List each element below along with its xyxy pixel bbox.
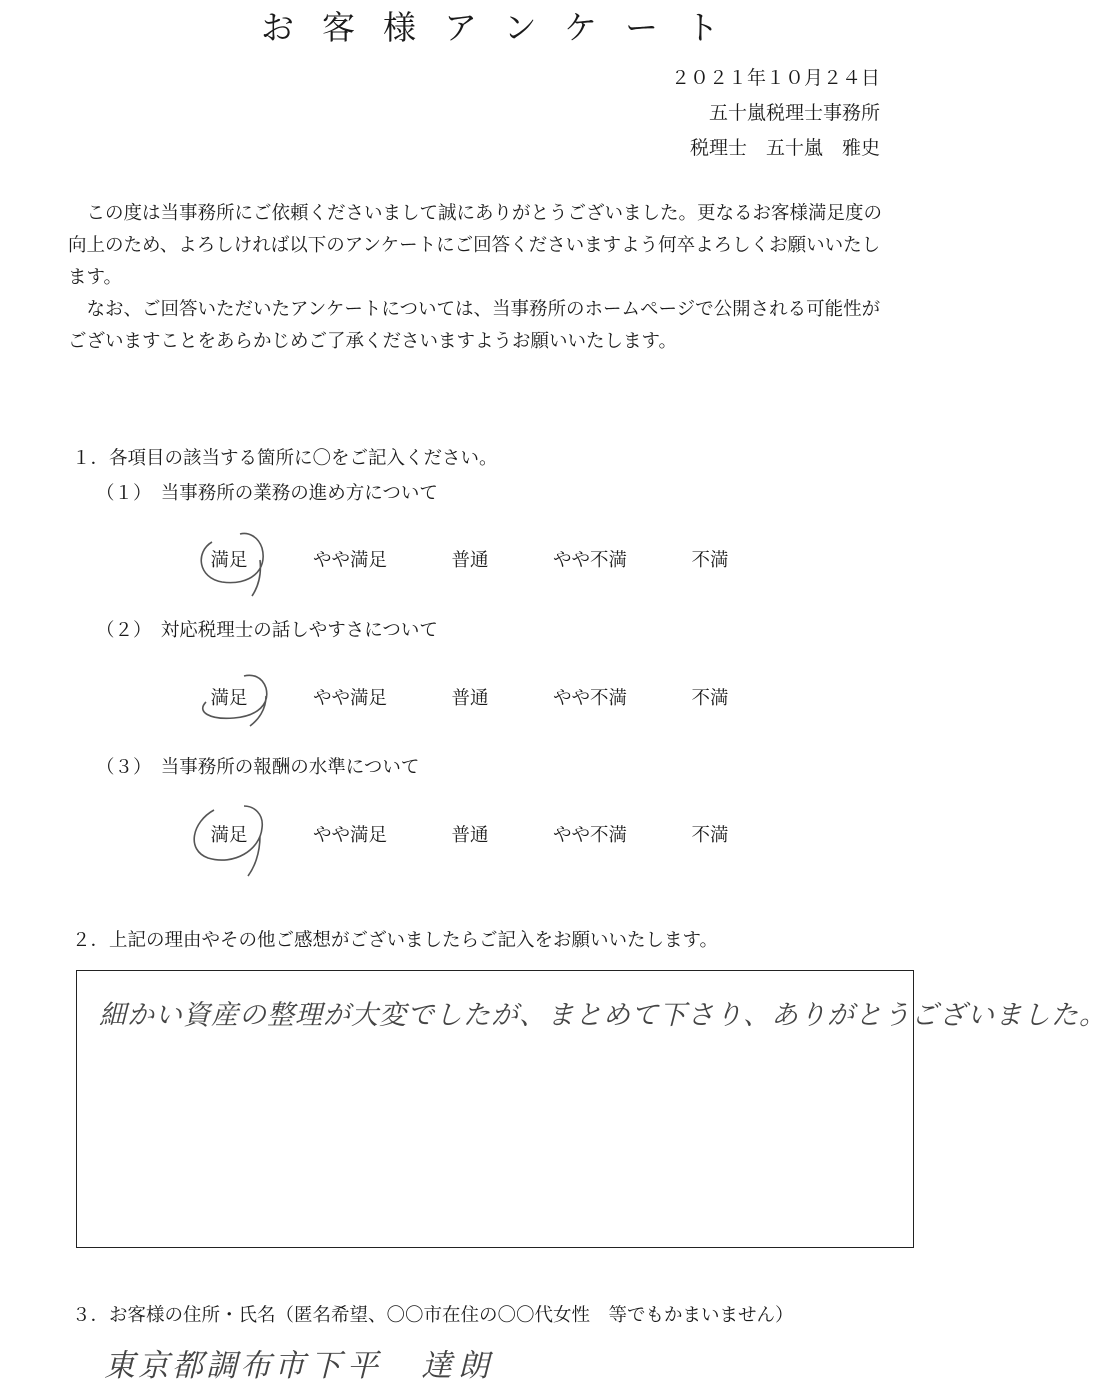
q1-option-neutral[interactable]: 普通 (451, 550, 489, 571)
q1-option-somewhat-dissatisfied[interactable]: やや不満 (552, 550, 628, 571)
q3-selected-circle-mark (184, 800, 284, 882)
comments-answer: 細かい資産の整理が大変でしたが、まとめて下さり、ありがとうございました。 (99, 1000, 1107, 1031)
section3-heading: ３．お客様の住所・氏名（匿名希望、〇〇市在住の〇〇代女性 等でもかまいません） (72, 1305, 794, 1326)
q1-option-satisfied[interactable]: 満足 (210, 550, 248, 571)
survey-date: ２０２１年１０月２４日 (670, 67, 880, 89)
intro-paragraph-1: この度は当事務所にご依頼くださいまして誠にありがとうございました。更なるお客様満足度の向上のため、よろしければ以下のアンケートにご回答くださいますよう何卒よろしくお願いいたします。 (68, 203, 883, 288)
q2-selected-circle-mark (188, 668, 288, 738)
intro-text (68, 198, 888, 358)
q2-option-satisfied[interactable]: 満足 (210, 688, 248, 709)
question-3-label: （３） 当事務所の報酬の水準について (96, 757, 420, 778)
q1-option-somewhat-satisfied[interactable]: やや満足 (312, 550, 388, 571)
section1-heading: １．各項目の該当する箇所に〇をご記入ください。 (72, 448, 498, 469)
q3-option-dissatisfied[interactable]: 不満 (691, 825, 729, 846)
comments-box[interactable] (76, 970, 1107, 1248)
q2-option-somewhat-dissatisfied[interactable]: やや不満 (552, 688, 628, 709)
q1-selected-circle-mark (190, 530, 280, 600)
q3-option-neutral[interactable]: 普通 (451, 825, 489, 846)
q3-option-satisfied[interactable]: 満足 (210, 825, 248, 846)
q3-option-somewhat-dissatisfied[interactable]: やや不満 (552, 825, 628, 846)
office-name: 五十嵐税理士事務所 (708, 102, 880, 124)
question-1-label: （１） 当事務所の業務の進め方について (96, 483, 438, 504)
intro-paragraph-2: なお、ご回答いただいたアンケートについては、当事務所のホームページで公開される可能性がございますことをあらかじめご了承くださいますようお願いいたします。 (68, 299, 881, 352)
q2-option-neutral[interactable]: 普通 (451, 688, 489, 709)
question-2-label: （２） 対応税理士の話しやすさについて (96, 620, 438, 641)
q3-option-somewhat-satisfied[interactable]: やや満足 (312, 825, 388, 846)
customer-address: 東京都調布市 (104, 1348, 308, 1384)
q2-option-somewhat-satisfied[interactable]: やや満足 (312, 688, 388, 709)
section2-heading: ２．上記の理由やその他ご感想がございましたらご記入をお願いいたします。 (72, 930, 719, 951)
survey-title: お客様アンケート (260, 8, 748, 47)
signer-name: 税理士 五十嵐 雅史 (689, 137, 880, 159)
customer-name: 下平 達朗 (310, 1348, 495, 1384)
q2-option-dissatisfied[interactable]: 不満 (691, 688, 729, 709)
q1-option-dissatisfied[interactable]: 不満 (691, 550, 729, 571)
